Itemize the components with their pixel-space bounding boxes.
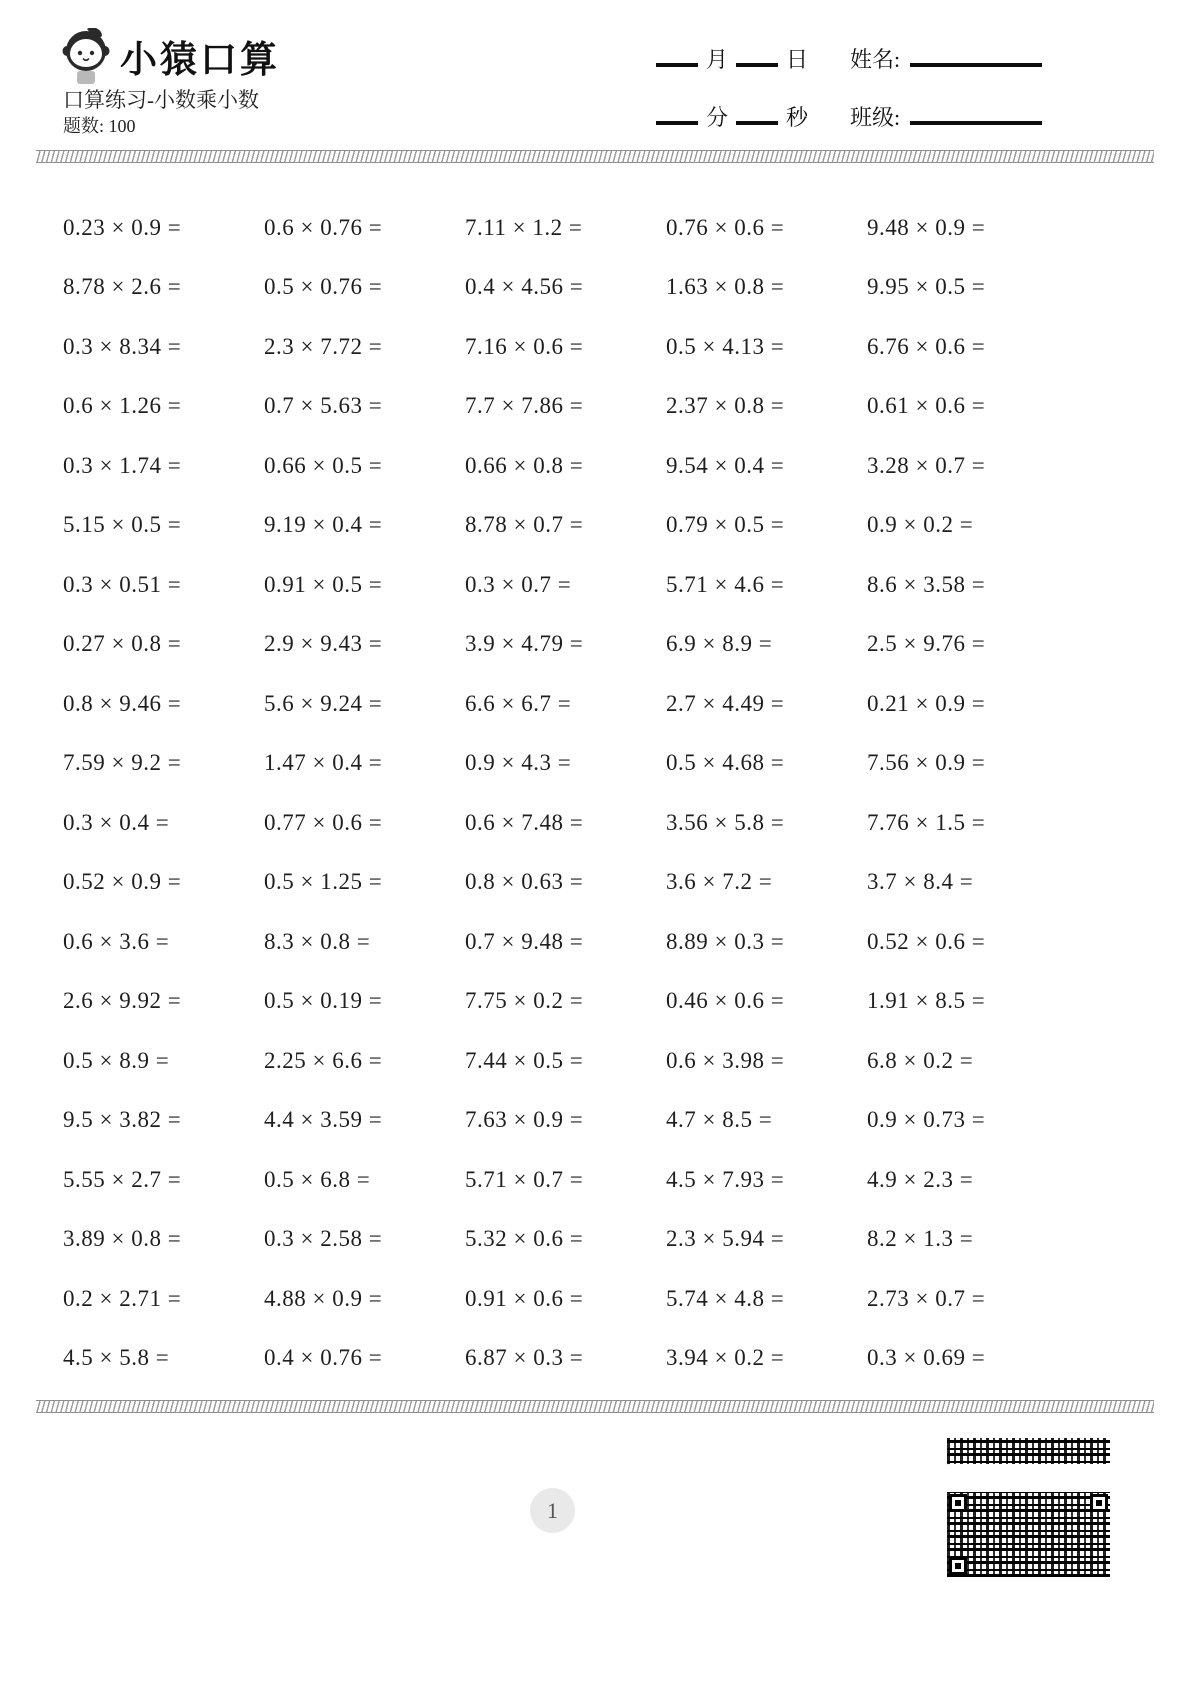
problem: 7.63 × 0.9 = bbox=[465, 1107, 584, 1133]
problem: 0.3 × 8.34 = bbox=[63, 333, 182, 359]
problem: 7.16 × 0.6 = bbox=[465, 333, 584, 359]
worksheet-title: 口算练习-小数乘小数 bbox=[63, 88, 259, 112]
problem: 6.76 × 0.6 = bbox=[867, 333, 986, 359]
page-number: 1 bbox=[530, 1488, 575, 1533]
problem: 2.6 × 9.92 = bbox=[63, 988, 182, 1014]
problem: 0.61 × 0.6 = bbox=[867, 393, 986, 419]
name-label: 姓名: bbox=[850, 46, 901, 72]
problem: 7.56 × 0.9 = bbox=[867, 750, 986, 776]
problem: 0.4 × 0.76 = bbox=[264, 1345, 383, 1371]
problem: 0.5 × 4.68 = bbox=[666, 750, 785, 776]
problem: 6.87 × 0.3 = bbox=[465, 1345, 584, 1371]
problem: 0.6 × 3.6 = bbox=[63, 928, 170, 954]
second-label: 秒 bbox=[786, 104, 809, 130]
problem: 4.88 × 0.9 = bbox=[264, 1285, 383, 1311]
problem: 6.6 × 6.7 = bbox=[465, 690, 572, 716]
problem: 1.63 × 0.8 = bbox=[666, 274, 785, 300]
problem: 7.7 × 7.86 = bbox=[465, 393, 584, 419]
problem: 0.9 × 0.2 = bbox=[867, 512, 974, 538]
problem: 0.3 × 0.69 = bbox=[867, 1345, 986, 1371]
problem: 0.5 × 1.25 = bbox=[264, 869, 383, 895]
problem: 7.44 × 0.5 = bbox=[465, 1047, 584, 1073]
problem: 0.6 × 7.48 = bbox=[465, 809, 584, 835]
problem: 9.54 × 0.4 = bbox=[666, 452, 785, 478]
problem: 0.3 × 0.4 = bbox=[63, 809, 170, 835]
problem: 2.7 × 4.49 = bbox=[666, 690, 785, 716]
problem: 3.6 × 7.2 = bbox=[666, 869, 773, 895]
problem: 9.95 × 0.5 = bbox=[867, 274, 986, 300]
problem: 0.3 × 2.58 = bbox=[264, 1226, 383, 1252]
problem: 5.15 × 0.5 = bbox=[63, 512, 182, 538]
minute-label: 分 bbox=[706, 104, 729, 130]
brand bbox=[62, 28, 280, 84]
problem: 0.5 × 0.76 = bbox=[264, 274, 383, 300]
day-blank-line bbox=[736, 63, 778, 67]
problem: 8.78 × 0.7 = bbox=[465, 512, 584, 538]
divider-bottom bbox=[36, 1400, 1154, 1413]
month-blank-line bbox=[656, 63, 698, 67]
month-label: 月 bbox=[706, 46, 729, 72]
problem: 4.5 × 7.93 = bbox=[666, 1166, 785, 1192]
problem: 2.73 × 0.7 = bbox=[867, 1285, 986, 1311]
info-fields bbox=[648, 40, 1050, 134]
problem: 4.5 × 5.8 = bbox=[63, 1345, 170, 1371]
problem: 5.55 × 2.7 = bbox=[63, 1166, 182, 1192]
problem: 4.9 × 2.3 = bbox=[867, 1166, 974, 1192]
problem: 0.66 × 0.5 = bbox=[264, 452, 383, 478]
problem: 0.21 × 0.9 = bbox=[867, 690, 986, 716]
problem: 9.48 × 0.9 = bbox=[867, 214, 986, 240]
problem: 5.32 × 0.6 = bbox=[465, 1226, 584, 1252]
problem: 5.6 × 9.24 = bbox=[264, 690, 383, 716]
problem: 0.9 × 0.73 = bbox=[867, 1107, 986, 1133]
problem: 0.3 × 0.7 = bbox=[465, 571, 572, 597]
problem: 0.46 × 0.6 = bbox=[666, 988, 785, 1014]
app-title: 小猿口算 bbox=[120, 38, 280, 81]
problem: 7.75 × 0.2 = bbox=[465, 988, 584, 1014]
problem: 3.9 × 4.79 = bbox=[465, 631, 584, 657]
problem: 1.91 × 8.5 = bbox=[867, 988, 986, 1014]
problem: 0.3 × 1.74 = bbox=[63, 452, 182, 478]
minute-blank-line bbox=[656, 121, 698, 125]
problem: 8.89 × 0.3 = bbox=[666, 928, 785, 954]
problem: 0.23 × 0.9 = bbox=[63, 214, 182, 240]
problem: 0.91 × 0.5 = bbox=[264, 571, 383, 597]
problem: 0.91 × 0.6 = bbox=[465, 1285, 584, 1311]
problems-grid bbox=[63, 198, 1068, 1388]
problem: 6.8 × 0.2 = bbox=[867, 1047, 974, 1073]
problem: 0.7 × 9.48 = bbox=[465, 928, 584, 954]
problem: 9.19 × 0.4 = bbox=[264, 512, 383, 538]
problem: 8.2 × 1.3 = bbox=[867, 1226, 974, 1252]
problem: 2.5 × 9.76 = bbox=[867, 631, 986, 657]
problem: 0.2 × 2.71 = bbox=[63, 1285, 182, 1311]
problem: 0.52 × 0.9 = bbox=[63, 869, 182, 895]
problem: 0.76 × 0.6 = bbox=[666, 214, 785, 240]
problem: 8.6 × 3.58 = bbox=[867, 571, 986, 597]
problem: 0.66 × 0.8 = bbox=[465, 452, 584, 478]
problem: 3.89 × 0.8 = bbox=[63, 1226, 182, 1252]
problem: 0.5 × 4.13 = bbox=[666, 333, 785, 359]
question-count: 题数: 100 bbox=[63, 116, 136, 136]
divider-top bbox=[36, 150, 1154, 163]
problem: 2.3 × 5.94 = bbox=[666, 1226, 785, 1252]
problem: 8.78 × 2.6 = bbox=[63, 274, 182, 300]
problem: 0.4 × 4.56 = bbox=[465, 274, 584, 300]
problem: 2.9 × 9.43 = bbox=[264, 631, 383, 657]
problem: 2.37 × 0.8 = bbox=[666, 393, 785, 419]
problem: 0.7 × 5.63 = bbox=[264, 393, 383, 419]
problem: 3.28 × 0.7 = bbox=[867, 452, 986, 478]
date-name-row bbox=[648, 40, 1050, 76]
problem: 7.76 × 1.5 = bbox=[867, 809, 986, 835]
problem: 1.47 × 0.4 = bbox=[264, 750, 383, 776]
problem: 2.3 × 7.72 = bbox=[264, 333, 383, 359]
problem: 0.77 × 0.6 = bbox=[264, 809, 383, 835]
qr-finder-icon bbox=[949, 1557, 967, 1575]
problem: 9.5 × 3.82 = bbox=[63, 1107, 182, 1133]
problem: 8.3 × 0.8 = bbox=[264, 928, 371, 954]
problem: 0.79 × 0.5 = bbox=[666, 512, 785, 538]
problem: 3.94 × 0.2 = bbox=[666, 1345, 785, 1371]
problem: 5.71 × 0.7 = bbox=[465, 1166, 584, 1192]
problem: 0.9 × 4.3 = bbox=[465, 750, 572, 776]
problem: 4.7 × 8.5 = bbox=[666, 1107, 773, 1133]
time-class-row bbox=[648, 98, 1050, 134]
problem: 0.8 × 0.63 = bbox=[465, 869, 584, 895]
problem: 0.5 × 6.8 = bbox=[264, 1166, 371, 1192]
problem: 0.8 × 9.46 = bbox=[63, 690, 182, 716]
problem: 0.3 × 0.51 = bbox=[63, 571, 182, 597]
problem: 5.71 × 4.6 = bbox=[666, 571, 785, 597]
problem: 7.11 × 1.2 = bbox=[465, 214, 583, 240]
problem: 0.5 × 0.19 = bbox=[264, 988, 383, 1014]
problem: 0.6 × 3.98 = bbox=[666, 1047, 785, 1073]
problem: 0.6 × 1.26 = bbox=[63, 393, 182, 419]
class-label: 班级: bbox=[850, 104, 901, 130]
problem: 4.4 × 3.59 = bbox=[264, 1107, 383, 1133]
second-blank-line bbox=[736, 121, 778, 125]
class-blank-line bbox=[910, 121, 1042, 125]
problem: 0.52 × 0.6 = bbox=[867, 928, 986, 954]
problem: 3.56 × 5.8 = bbox=[666, 809, 785, 835]
problem: 0.27 × 0.8 = bbox=[63, 631, 182, 657]
problem: 5.74 × 4.8 = bbox=[666, 1285, 785, 1311]
qr-finder-icon bbox=[949, 1494, 967, 1512]
monkey-logo-icon bbox=[62, 28, 112, 84]
problem: 2.25 × 6.6 = bbox=[264, 1047, 383, 1073]
qr-code bbox=[947, 1492, 1110, 1577]
day-label: 日 bbox=[786, 46, 809, 72]
problem: 3.7 × 8.4 = bbox=[867, 869, 974, 895]
qr-finder-icon bbox=[1090, 1494, 1108, 1512]
problem: 0.5 × 8.9 = bbox=[63, 1047, 170, 1073]
problem: 7.59 × 9.2 = bbox=[63, 750, 182, 776]
problem: 6.9 × 8.9 = bbox=[666, 631, 773, 657]
problem: 0.6 × 0.76 = bbox=[264, 214, 383, 240]
name-blank-line bbox=[910, 63, 1042, 67]
